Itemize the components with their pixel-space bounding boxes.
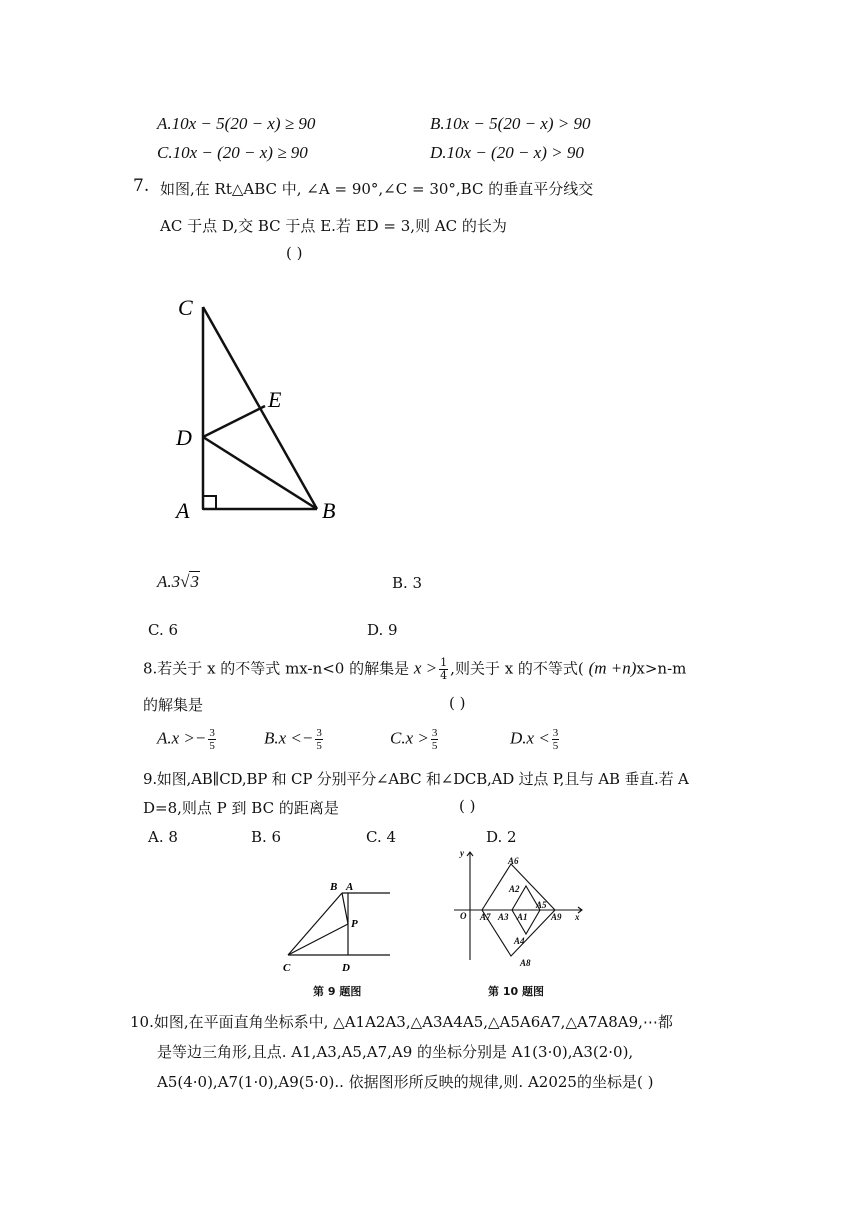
- q7-label-e: E: [268, 387, 282, 412]
- q10-label-x: x: [575, 912, 580, 922]
- q7-option-d: D. 9: [367, 621, 398, 639]
- q7-label-d: D: [176, 425, 192, 450]
- q9-label-b: B: [330, 881, 338, 893]
- q7-option-a: A.3√3: [157, 572, 199, 591]
- q9-segment-bp: [342, 893, 348, 924]
- q7-label-c: C: [178, 295, 193, 320]
- q10-label-a5: A5: [536, 900, 547, 910]
- q8-stem-part1: 8.若关于 x 的不等式 mx-n<0 的解集是: [143, 659, 410, 678]
- q9-figure-caption: 第 9 题图: [313, 985, 362, 998]
- q7-number: 7.: [133, 176, 150, 196]
- q8-option-c: [390, 727, 440, 752]
- q7-stem-line2: AC 于点 D,交 BC 于点 E.若 ED = 3,则 AC 的长为: [160, 217, 507, 235]
- q9-label-a: A: [346, 881, 354, 893]
- q8-stem-line2: 的解集是: [143, 696, 204, 714]
- q8-stem-math-expr: (m +n): [588, 658, 637, 678]
- q8-option-c-den: 5: [431, 740, 438, 752]
- q8-option-d-den: 5: [552, 740, 559, 752]
- q10-stem-line2: 是等边三角形,且点. A1,A3,A5,A7,A9 的坐标分别是 A1(3·0),A3(2·0),: [157, 1043, 634, 1061]
- q9-option-c: C. 4: [366, 828, 397, 846]
- q7-triangle-figure: [170, 285, 370, 530]
- q10-figure-caption: 第 10 题图: [488, 985, 544, 998]
- q9-answer-paren: ( ): [459, 797, 476, 815]
- q8-frac-den: 4: [440, 669, 448, 682]
- q7-option-c: C. 6: [148, 621, 179, 639]
- q10-label-a8: A8: [520, 958, 531, 968]
- q8-option-a: [157, 727, 218, 752]
- q10-stem-line3: A5(4·0),A7(1·0),A9(5·0).. 依据图形所反映的规律,则. A2025的坐标是( ): [157, 1073, 654, 1091]
- q8-frac-num: 1: [440, 656, 448, 669]
- q8-option-b-num: 3: [316, 727, 322, 739]
- q6-option-b: B.10x − 5(20 − x) > 90: [430, 114, 591, 133]
- q7-segment-de: [203, 406, 265, 437]
- q7-option-b: B. 3: [392, 574, 423, 592]
- q8-option-d-prefix: D.x <: [510, 728, 550, 748]
- q8-option-a-num: 3: [209, 727, 215, 739]
- q8-option-a-prefix: A.x >−: [157, 728, 207, 748]
- q8-stem-part3: x>n-m: [636, 659, 687, 678]
- q8-answer-paren: ( ): [449, 694, 466, 712]
- q10-label-a2: A2: [509, 884, 520, 894]
- q7-option-a-radicand: 3: [190, 572, 199, 591]
- q8-option-d-num: 3: [552, 727, 559, 739]
- q10-label-a3: A3: [498, 912, 509, 922]
- q7-label-a: A: [176, 498, 190, 523]
- q10-label-a7: A7: [480, 912, 491, 922]
- q7-label-b: B: [322, 498, 336, 523]
- q8-option-b: [264, 727, 325, 752]
- q9-option-d: D. 2: [486, 828, 517, 846]
- q10-label-a6: A6: [508, 856, 519, 866]
- q8-stem-var: x >: [413, 658, 438, 678]
- q9-label-c: C: [283, 962, 291, 974]
- q9-option-b: B. 6: [251, 828, 282, 846]
- q9-segment-bc: [288, 893, 342, 955]
- q10-figure: [450, 848, 590, 973]
- q10-label-a4: A4: [514, 936, 525, 946]
- q9-option-a: A. 8: [148, 828, 178, 846]
- q8-stem-part2: ,则关于 x 的不等式(: [450, 659, 584, 678]
- q9-figure: [280, 875, 395, 980]
- q7-segment-db: [203, 437, 317, 509]
- q8-option-b-prefix: B.x <−: [264, 728, 314, 748]
- q8-stem-line1: [143, 657, 686, 682]
- q9-label-p: P: [351, 918, 358, 930]
- q8-option-c-num: 3: [431, 727, 438, 739]
- q8-option-d: [510, 727, 561, 752]
- q8-option-c-prefix: C.x >: [390, 728, 429, 748]
- q10-label-o: O: [460, 911, 467, 921]
- q9-stem-line2: D=8,则点 P 到 BC 的距离是: [143, 799, 339, 817]
- q9-stem-line1: 9.如图,AB∥CD,BP 和 CP 分别平分∠ABC 和∠DCB,AD 过点 P,且与 AB 垂直.若 A: [143, 770, 689, 788]
- q8-stem-math: [589, 659, 637, 678]
- q10-label-a1: A1: [517, 912, 528, 922]
- q10-label-y: y: [460, 848, 464, 858]
- q8-fraction: [439, 657, 448, 682]
- q6-option-a: A.10x − 5(20 − x) ≥ 90: [157, 114, 316, 133]
- q7-right-angle-mark: [203, 496, 216, 509]
- q9-label-d: D: [342, 962, 350, 974]
- q10-label-a9: A9: [551, 912, 562, 922]
- q10-stem-line1: 10.如图,在平面直角坐标系中, △A1A2A3,△A3A4A5,△A5A6A7,△A7A8A9,⋯都: [130, 1013, 673, 1031]
- q6-option-d: D.10x − (20 − x) > 90: [430, 143, 584, 162]
- q6-option-c: C.10x − (20 − x) ≥ 90: [157, 143, 308, 162]
- q8-option-b-den: 5: [316, 740, 322, 752]
- q9-segment-cp: [288, 924, 348, 955]
- q7-answer-paren: ( ): [286, 244, 303, 262]
- q7-option-a-prefix: A.3: [157, 572, 181, 591]
- q7-stem-line1: 如图,在 Rt△ABC 中, ∠A = 90°,∠C = 30°,BC 的垂直平分线交: [160, 180, 594, 198]
- q8-option-a-den: 5: [209, 740, 215, 752]
